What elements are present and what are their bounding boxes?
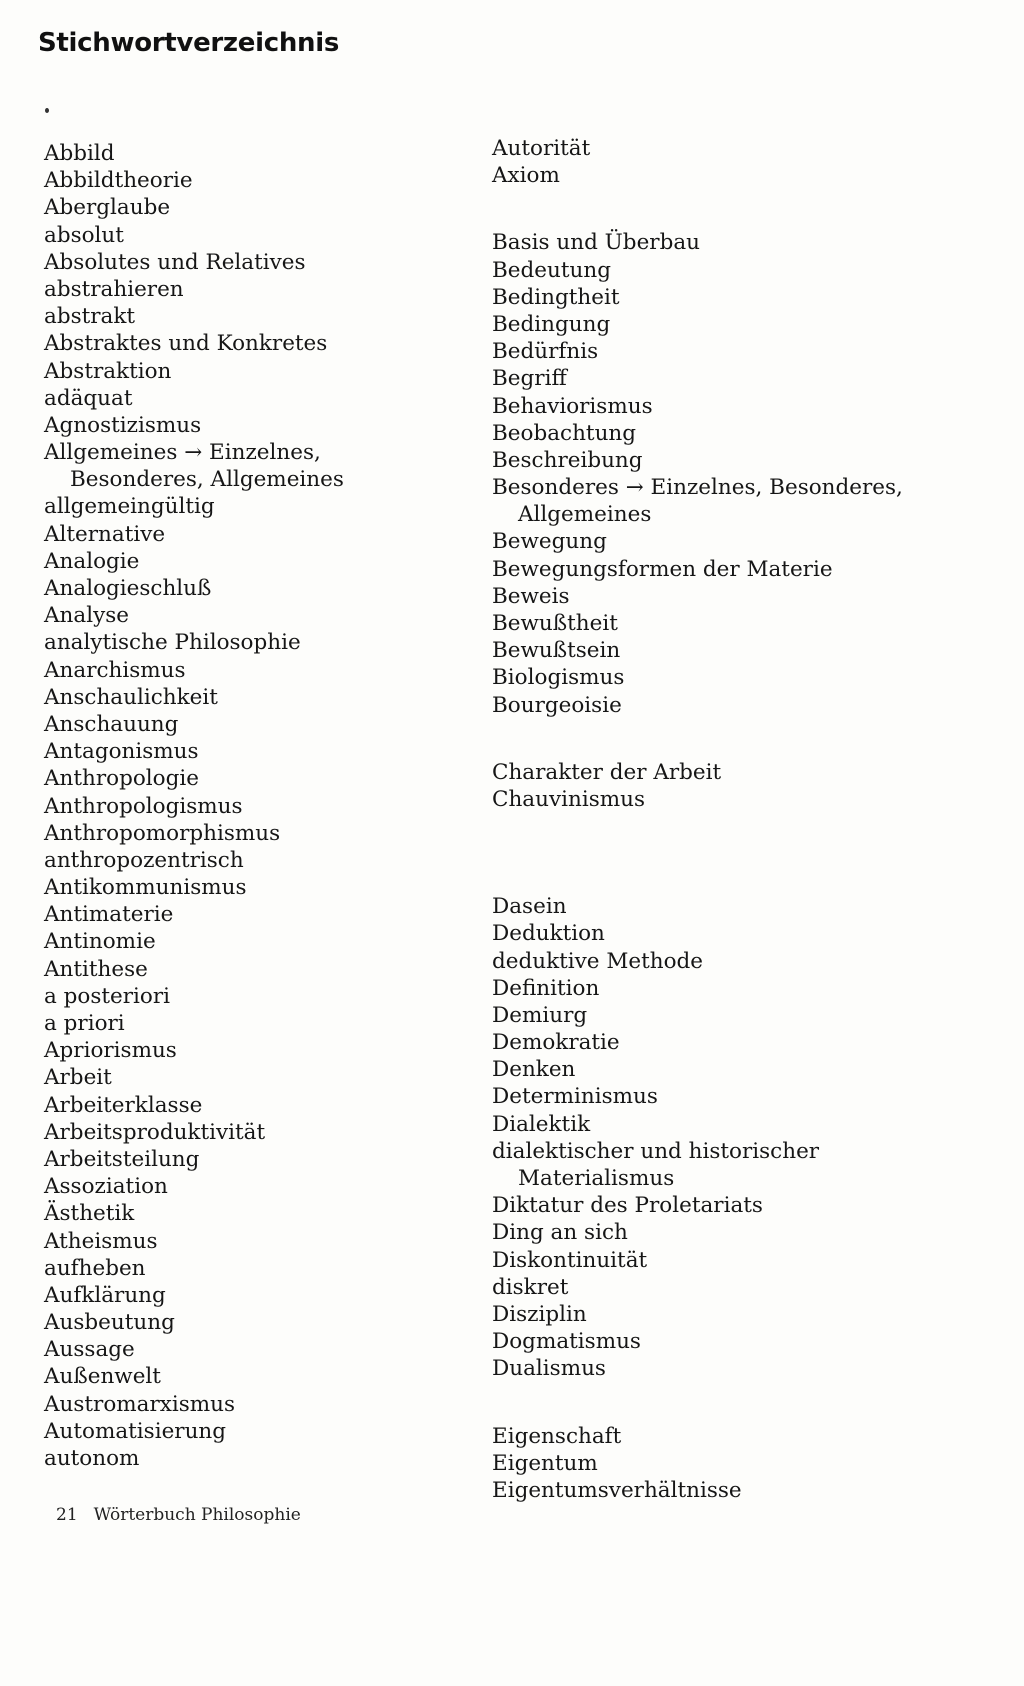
- index-entry: Anthropologismus: [44, 793, 243, 819]
- index-entry: Behaviorismus: [492, 393, 653, 419]
- index-entry: Aussage: [44, 1337, 135, 1363]
- index-entry: Autorität: [492, 136, 591, 161]
- index-entry: abstrakt: [44, 304, 136, 330]
- index-entry: Bewußtsein: [492, 638, 621, 664]
- index-entry: Analyse: [44, 603, 129, 629]
- index-entry: Anthropomorphismus: [44, 820, 281, 846]
- index-entry: Diktatur des Proletariats: [492, 1193, 763, 1219]
- index-entry: Abstraktion: [44, 358, 172, 384]
- index-entry: Ding an sich: [492, 1220, 628, 1246]
- index-entry: Abbild: [44, 141, 115, 166]
- index-entry: Demokratie: [492, 1030, 620, 1056]
- letter-group-gap: [492, 1383, 1012, 1423]
- index-entry: Anarchismus: [44, 657, 186, 683]
- index-entry: Beweis: [492, 583, 570, 609]
- index-entry: deduktive Methode: [492, 948, 704, 974]
- index-entry: Chauvinismus: [492, 786, 646, 812]
- index-entry: Bewegungsformen der Materie: [492, 556, 833, 582]
- index-entry: Antithese: [44, 956, 148, 982]
- index-entry: Anschauung: [44, 711, 179, 737]
- index-column-right: [492, 135, 1012, 1504]
- index-entry: Abbildtheorie: [44, 168, 193, 194]
- index-entry: Ausbeutung: [44, 1310, 175, 1336]
- page-number: 21: [56, 1505, 78, 1525]
- index-entry: Abstraktes und Konkretes: [44, 331, 328, 357]
- index-entry: Bedeutung: [492, 257, 611, 283]
- book-title: Wörterbuch Philosophie: [93, 1505, 301, 1525]
- index-entry: Assoziation: [44, 1174, 168, 1200]
- print-mark: [45, 108, 49, 113]
- index-entry: Arbeitsproduktivität: [44, 1119, 266, 1145]
- index-entry: Besonderes → Einzelnes, Besonderes,: [492, 475, 903, 501]
- index-entry-continuation: Allgemeines: [518, 502, 652, 528]
- index-entry: Eigentumsverhältnisse: [492, 1477, 742, 1503]
- index-entry: Begriff: [492, 366, 567, 392]
- index-entry: Deduktion: [492, 921, 605, 947]
- index-entry: Arbeit: [44, 1065, 112, 1091]
- index-entry: Bewegung: [492, 529, 607, 555]
- index-entry: aufheben: [44, 1255, 146, 1281]
- index-entry-continuation: Besonderes, Allgemeines: [70, 467, 344, 493]
- index-entry: anthropozentrisch: [44, 847, 244, 873]
- index-entry: Disziplin: [492, 1301, 587, 1327]
- page-footer: [56, 1505, 301, 1525]
- index-entry: Analogie: [44, 548, 140, 574]
- index-entry: Axiom: [492, 163, 560, 189]
- index-entry: Arbeiterklasse: [44, 1092, 203, 1118]
- page-title: Stichwortverzeichnis: [38, 28, 340, 58]
- index-entry: Bourgeoisie: [492, 692, 622, 718]
- index-entry: Anthropologie: [44, 766, 199, 792]
- index-entry: Antikommunismus: [44, 875, 247, 901]
- index-entry: Dogmatismus: [492, 1329, 641, 1355]
- index-entry: Eigenschaft: [492, 1423, 622, 1449]
- letter-group-gap: [492, 189, 1012, 229]
- index-entry: Aufklärung: [44, 1282, 166, 1308]
- index-entry: Alternative: [44, 521, 166, 547]
- index-entry: Agnostizismus: [44, 412, 202, 438]
- index-entry: Bewußtheit: [492, 611, 618, 636]
- letter-group-gap: [492, 853, 1012, 893]
- index-entry: Automatisierung: [44, 1418, 227, 1444]
- index-entry: Ästhetik: [44, 1201, 135, 1227]
- index-entry: Diskontinuität: [492, 1247, 648, 1273]
- index-entry: analytische Philosophie: [44, 630, 301, 656]
- index-entry: Dasein: [492, 894, 567, 920]
- index-entry: Atheismus: [44, 1228, 158, 1254]
- index-entry: Analogieschluß: [44, 576, 212, 601]
- index-entry: Austromarxismus: [44, 1391, 236, 1417]
- index-entry: Demiurg: [492, 1002, 588, 1028]
- index-entry: absolut: [44, 222, 124, 248]
- index-entry: Aberglaube: [44, 195, 171, 221]
- index-entry: allgemeingültig: [44, 494, 215, 520]
- index-entry: Basis und Überbau: [492, 230, 700, 256]
- index-entry: Arbeitsteilung: [44, 1146, 200, 1172]
- letter-group-gap: [492, 719, 1012, 759]
- index-entry: adäquat: [44, 385, 133, 411]
- index-entry: Bedingung: [492, 311, 611, 337]
- index-entry: Biologismus: [492, 665, 625, 691]
- index-entry: autonom: [44, 1446, 140, 1471]
- index-entry: Dualismus: [492, 1356, 606, 1382]
- index-entry: abstrahieren: [44, 276, 184, 302]
- index-entry: Anschaulichkeit: [44, 684, 218, 710]
- index-entry: Außenwelt: [44, 1364, 161, 1390]
- index-entry-continuation: Materialismus: [518, 1166, 675, 1191]
- index-entry: diskret: [492, 1274, 569, 1300]
- index-entry: Allgemeines → Einzelnes,: [44, 440, 321, 466]
- index-entry: Beschreibung: [492, 447, 643, 473]
- index-entry: Absolutes und Relatives: [44, 249, 306, 275]
- index-entry: Definition: [492, 975, 600, 1001]
- index-entry: Bedürfnis: [492, 339, 599, 365]
- index-entry: Eigentum: [492, 1450, 598, 1476]
- index-entry: Antimaterie: [44, 902, 174, 928]
- index-entry: a posteriori: [44, 983, 171, 1009]
- index-entry: Antagonismus: [44, 739, 199, 765]
- index-entry: Antinomie: [44, 929, 156, 955]
- index-entry: Beobachtung: [492, 420, 637, 446]
- index-entry: Determinismus: [492, 1084, 658, 1110]
- index-entry: dialektischer und historischer: [492, 1138, 820, 1164]
- index-entry: Bedingtheit: [492, 284, 620, 310]
- index-entry: Denken: [492, 1057, 576, 1083]
- index-entry: Dialektik: [492, 1111, 591, 1137]
- index-entry: a priori: [44, 1011, 125, 1036]
- letter-group-gap: [492, 813, 1012, 853]
- index-column-left: [44, 140, 464, 1472]
- index-entry: Apriorismus: [44, 1038, 177, 1064]
- index-entry: Charakter der Arbeit: [492, 759, 722, 785]
